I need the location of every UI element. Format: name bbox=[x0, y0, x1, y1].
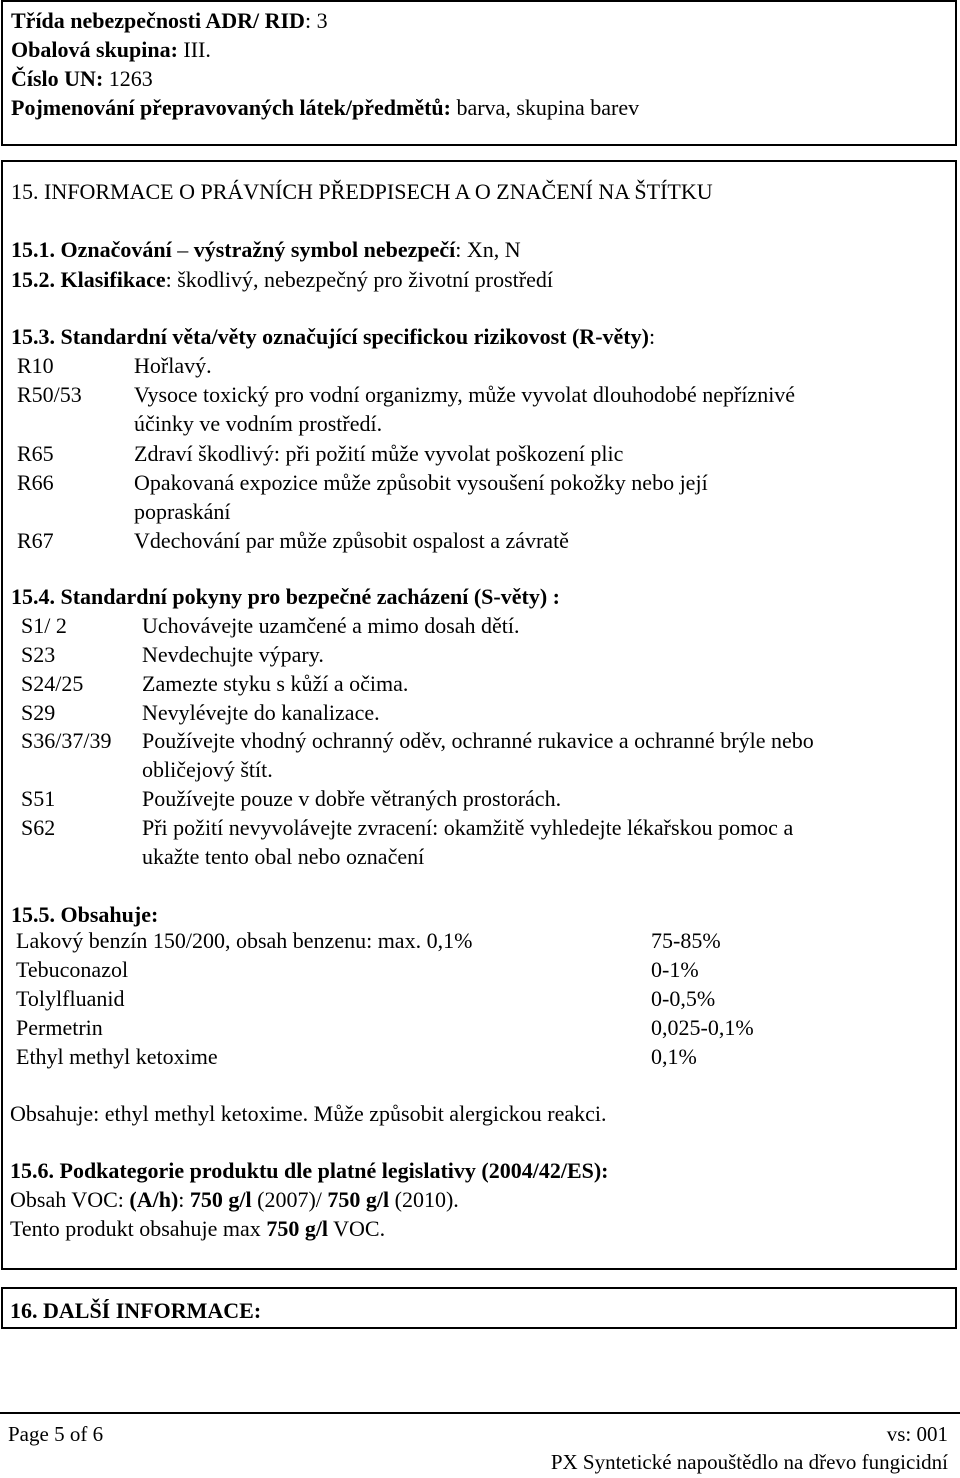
content-name: Permetrin bbox=[16, 1015, 103, 1040]
r-phrase-text: popraskání bbox=[134, 499, 231, 524]
section-15-box bbox=[1, 160, 957, 1270]
r-phrase-code: R67 bbox=[17, 528, 54, 553]
version: vs: 001 bbox=[886, 1422, 948, 1446]
r-phrase-code: R65 bbox=[17, 441, 54, 466]
s-phrase-text: Zamezte styku s kůží a očima. bbox=[142, 671, 409, 696]
un-number-value: 1263 bbox=[108, 66, 153, 91]
s-phrase-code: S24/25 bbox=[21, 671, 84, 696]
s-phrases-heading-text: 15.4. Standardní pokyny pro bezpečné zacházení (S-věty) : bbox=[11, 584, 560, 609]
adr-class-line: Třída nebezpečnosti ADR/ RID: 3 bbox=[11, 8, 328, 33]
s-phrase-text: Nevdechujte výpary. bbox=[142, 642, 324, 667]
r-phrases-heading-text: 15.3. Standardní věta/věty označující specifickou rizikovost (R-věty) bbox=[11, 324, 649, 349]
r-phrase-text: Hořlavý. bbox=[134, 353, 212, 378]
product-name: PX Syntetické napouštědlo na dřevo fungicidní bbox=[550, 1450, 948, 1474]
transport-box bbox=[1, 0, 957, 146]
shipping-name-line bbox=[11, 93, 639, 122]
s-phrase-code: S1/ 2 bbox=[21, 613, 67, 638]
r-phrase-text: Opakovaná expozice může způsobit vysoušení pokožky nebo její bbox=[134, 470, 708, 495]
content-amount: 0,025-0,1% bbox=[651, 1015, 754, 1040]
labelling-dash: – bbox=[171, 237, 194, 262]
classification-label: 15.2. Klasifikace bbox=[11, 267, 166, 292]
s-phrase-text: Uchovávejte uzamčené a mimo dosah dětí. bbox=[142, 613, 520, 638]
s-phrase-code: S62 bbox=[21, 815, 56, 840]
r-phrase-code: R50/53 bbox=[17, 382, 82, 407]
packing-group-value: III. bbox=[183, 37, 211, 62]
section-16-box bbox=[1, 1287, 957, 1329]
voc-heading-text: 15.6. Podkategorie produktu dle platné legislativy (2004/42/ES): bbox=[10, 1158, 609, 1183]
r-phrase-text: Vysoce toxický pro vodní organizmy, může vyvolat dlouhodobé nepříznivé bbox=[134, 382, 796, 407]
labelling-value: Xn, N bbox=[466, 237, 521, 262]
s-phrases-heading bbox=[11, 582, 560, 611]
labelling-label-2: výstražný symbol nebezpečí bbox=[193, 237, 456, 262]
s-phrase-text: ukažte tento obal nebo označení bbox=[142, 844, 425, 869]
packing-group-label: Obalová skupina: bbox=[11, 37, 178, 62]
content-name: Tolylfluanid bbox=[16, 986, 125, 1011]
r-phrase-text: Vdechování par může způsobit ospalost a závratě bbox=[134, 528, 569, 553]
un-number-line bbox=[11, 64, 153, 93]
section-15-heading: 15. INFORMACE O PRÁVNÍCH PŘEDPISECH A O ZNAČENÍ NA ŠTÍTKU bbox=[11, 179, 713, 204]
section-16-heading bbox=[10, 1296, 261, 1325]
un-number-label: Číslo UN: bbox=[11, 66, 104, 91]
content-amount: 0-1% bbox=[651, 957, 699, 982]
s-phrase-code: S23 bbox=[21, 642, 56, 667]
contains-note: Obsahuje: ethyl methyl ketoxime. Může způsobit alergickou reakci. bbox=[10, 1101, 607, 1126]
footer-rule bbox=[0, 1412, 960, 1414]
content-name: Lakový benzín 150/200, obsah benzenu: max. 0,1% bbox=[16, 928, 473, 953]
s-phrase-text: obličejový štít. bbox=[142, 757, 273, 782]
content-name: Tebuconazol bbox=[16, 957, 129, 982]
s-phrase-text: Nevylévejte do kanalizace. bbox=[142, 700, 380, 725]
r-phrase-code: R66 bbox=[17, 470, 54, 495]
adr-class-label: Třída nebezpečnosti ADR/ RID bbox=[11, 8, 305, 33]
r-phrase-text: účinky ve vodním prostředí. bbox=[134, 411, 383, 436]
r-phrase-text: Zdraví škodlivý: při požití může vyvolat poškození plic bbox=[134, 441, 624, 466]
s-phrase-text: Při požití nevyvolávejte zvracení: okamžitě vyhledejte lékařskou pomoc a bbox=[142, 815, 794, 840]
s-phrase-text: Používejte pouze v dobře větraných prostorách. bbox=[142, 786, 562, 811]
labelling-line: 15.1. Označování – výstražný symbol nebezpečí: Xn, N bbox=[11, 237, 521, 262]
voc-content-line: Obsah VOC: (A/h): 750 g/l (2007)/ 750 g/l (2010). bbox=[10, 1187, 459, 1212]
content-name: Ethyl methyl ketoxime bbox=[16, 1044, 218, 1069]
content-amount: 75-85% bbox=[651, 928, 721, 953]
s-phrase-code: S36/37/39 bbox=[21, 728, 112, 753]
shipping-name-label: Pojmenování přepravovaných látek/předmětů: bbox=[11, 95, 451, 120]
voc-heading bbox=[10, 1156, 609, 1185]
s-phrase-code: S51 bbox=[21, 786, 56, 811]
contents-heading-text: 15.5. Obsahuje: bbox=[11, 902, 159, 927]
content-amount: 0-0,5% bbox=[651, 986, 716, 1011]
s-phrase-text: Používejte vhodný ochranný oděv, ochranné rukavice a ochranné brýle nebo bbox=[142, 728, 814, 753]
classification-line: 15.2. Klasifikace: škodlivý, nebezpečný pro životní prostředí bbox=[11, 267, 553, 292]
section-16-heading-text: 16. DALŠÍ INFORMACE: bbox=[10, 1298, 262, 1323]
shipping-name-value: barva, skupina barev bbox=[456, 95, 640, 120]
r-phrase-code: R10 bbox=[17, 353, 54, 378]
contents-heading bbox=[11, 900, 158, 929]
voc-max-line: Tento produkt obsahuje max 750 g/l VOC. bbox=[10, 1216, 386, 1241]
s-phrase-code: S29 bbox=[21, 700, 56, 725]
adr-class-value: 3 bbox=[316, 8, 328, 33]
page-number: Page 5 of 6 bbox=[8, 1422, 104, 1446]
content-amount: 0,1% bbox=[651, 1044, 697, 1069]
classification-value: škodlivý, nebezpečný pro životní prostředí bbox=[177, 267, 553, 292]
labelling-label: 15.1. Označování bbox=[11, 237, 172, 262]
packing-group-line bbox=[11, 35, 211, 64]
r-phrases-heading: 15.3. Standardní věta/věty označující specifickou rizikovost (R-věty): bbox=[11, 324, 656, 349]
